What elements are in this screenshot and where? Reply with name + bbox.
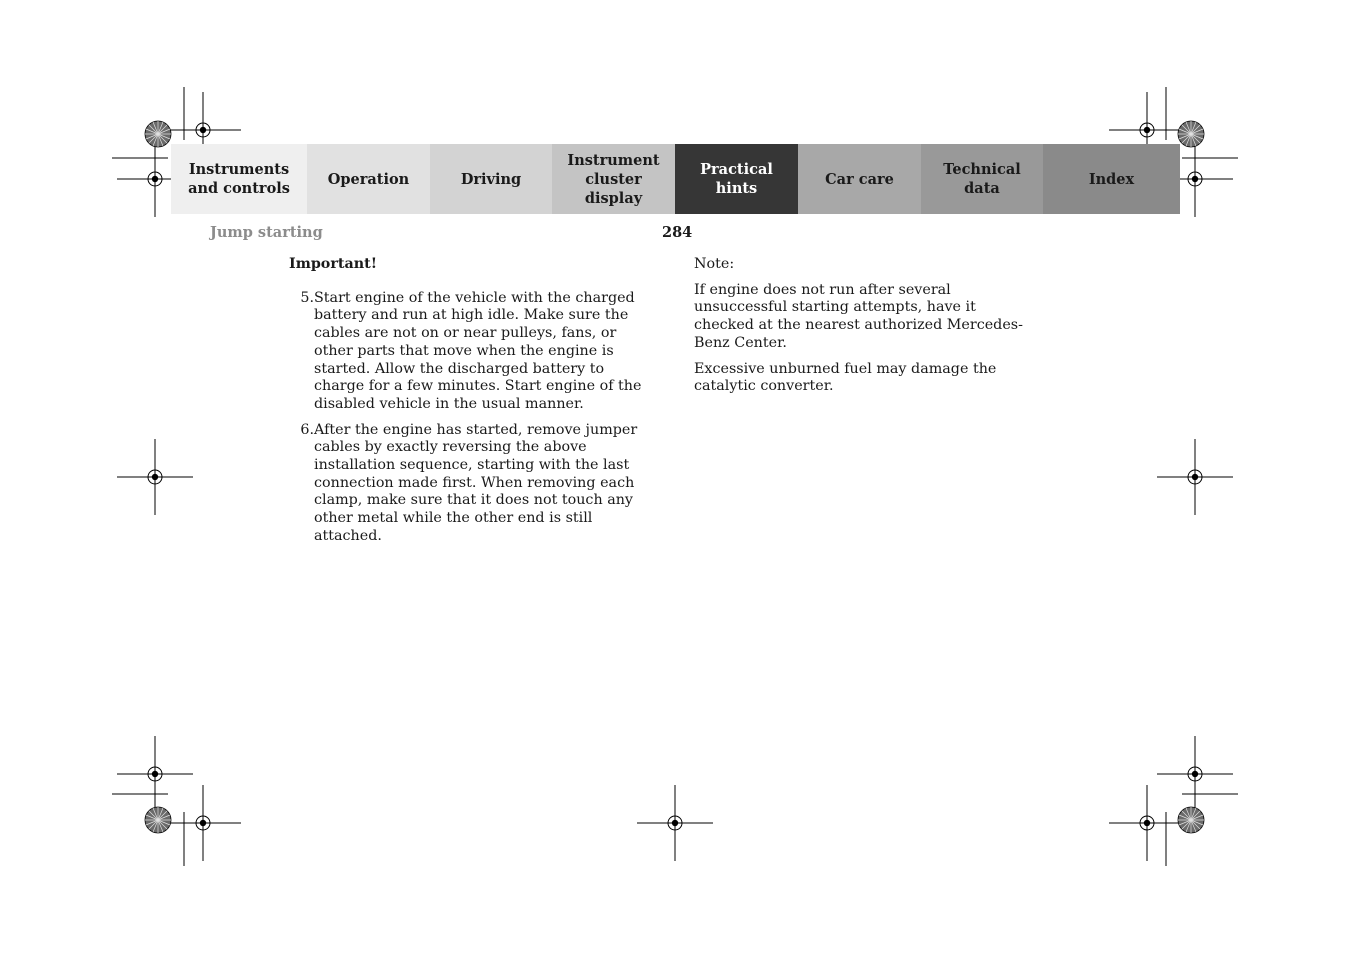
step-text: After the engine has started, remove jumper cables by exactly reversing the above installation sequence, starting with the last connection made first. When removing each clamp, make sure that it does not touch any other metal while the other end is still attached. <box>314 421 638 544</box>
right-column <box>694 256 1034 404</box>
step-text: Start engine of the vehicle with the charged battery and run at high idle. Make sure the cables are not on or near pulleys, fans, or other parts that move when the engine is started. Allow the discharged battery to charge for a few minutes. Start engine of the disabled vehicle in the usual manner. <box>314 289 642 412</box>
page-number: 284 <box>662 224 693 241</box>
tab-driving[interactable]: Driving <box>430 144 552 214</box>
left-column <box>289 256 653 554</box>
note-paragraph: Excessive unburned fuel may damage the catalytic converter. <box>694 360 997 395</box>
note-label: Note: <box>694 256 735 272</box>
tab-technical-data[interactable]: Technical data <box>921 144 1043 214</box>
tab-instruments-and-controls[interactable]: Instruments and controls <box>171 144 307 214</box>
tab-index[interactable]: Index <box>1043 144 1180 214</box>
section-tab-bar <box>171 144 1180 214</box>
tab-instrument-cluster-display[interactable]: Instrument cluster display <box>552 144 675 214</box>
list-item <box>289 290 653 414</box>
step-number: 6. <box>300 421 314 438</box>
section-title: Jump starting <box>210 224 323 241</box>
step-number: 5. <box>300 289 314 306</box>
note-paragraph: If engine does not run after several unsuccessful starting attempts, have it checked at the nearest authorized Mercedes-Benz Center. <box>694 281 1023 351</box>
step-list <box>289 290 653 546</box>
list-item <box>289 422 653 546</box>
tab-practical-hints[interactable]: Practical hints <box>675 144 798 214</box>
tab-operation[interactable]: Operation <box>307 144 430 214</box>
important-heading: Important! <box>289 256 378 272</box>
tab-car-care[interactable]: Car care <box>798 144 921 214</box>
